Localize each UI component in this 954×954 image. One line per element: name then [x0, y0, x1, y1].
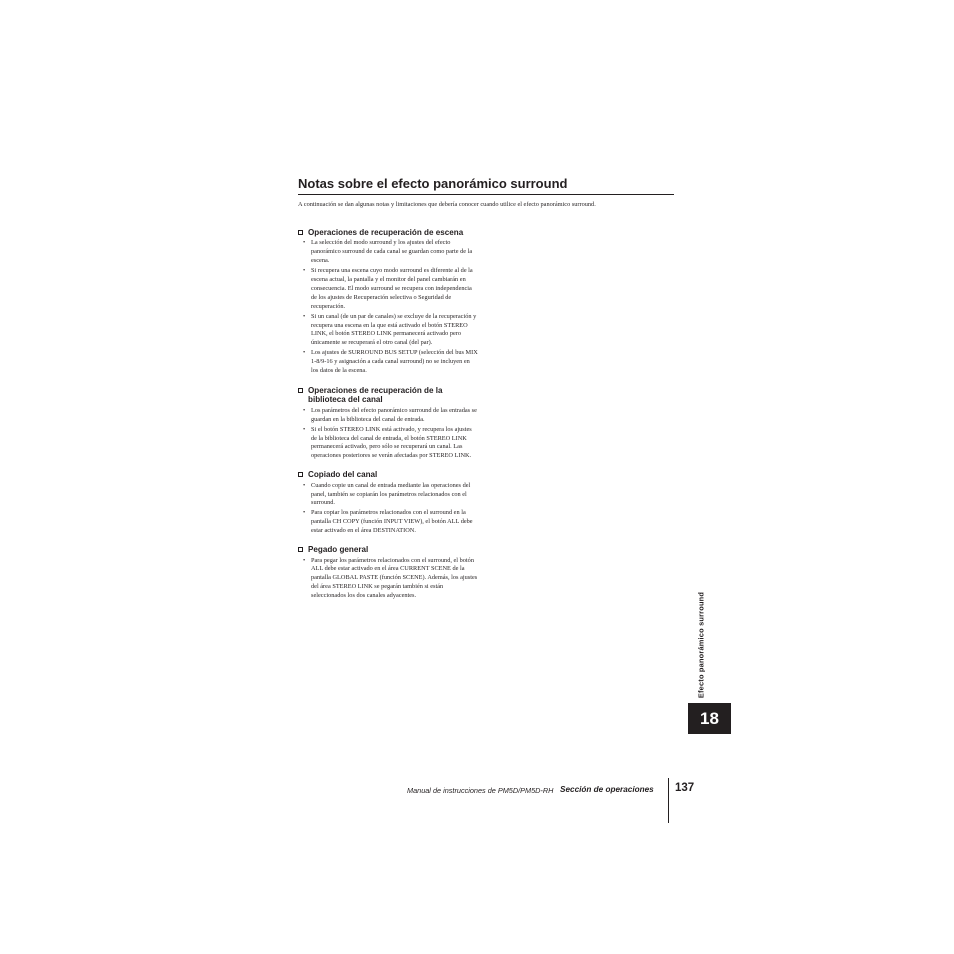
section-heading-text: Operaciones de recuperación de escena: [308, 228, 464, 237]
section-scene-recall: [298, 228, 478, 376]
list-item-text: Para pegar los parámetros relacionados con el surround, el botón ALL debe estar activado en el área CURRENT SCENE de la pantalla GLOBAL PASTE (función SCENE). Además, los ajustes del área STEREO LINK se pegarán también si están seleccionados los dos canales adyacentes.: [311, 556, 478, 600]
list-item-text: La selección del modo surround y los ajustes del efecto panorámico surround de cada canal se guardan como parte de la escena.: [311, 239, 473, 265]
bullet-icon: •: [303, 239, 306, 247]
intro-paragraph: A continuación se dan algunas notas y limitaciones que debería conocer cuando utilice el efecto panorámico surround.: [298, 201, 596, 208]
section-heading-text: Operaciones de recuperación de la biblioteca del canal: [308, 386, 443, 405]
list-item: [298, 239, 478, 266]
list-item: [298, 482, 478, 509]
section-heading: [298, 228, 478, 237]
list-item: [298, 557, 478, 602]
section-channel-copy: [298, 470, 478, 536]
list-item-text: Si el botón STEREO LINK está activado, y recupera los ajustes de la biblioteca del canal de entrada, el botón STEREO LINK permanecerá activado, pero sólo se recuperará un canal. Las operaciones posteriores se verán afectadas por STEREO LINK.: [311, 425, 472, 460]
section-heading: [298, 545, 478, 554]
bullet-list: [298, 557, 478, 602]
bullet-icon: •: [303, 406, 306, 414]
bullet-list: [298, 482, 478, 536]
list-item-text: Para copiar los parámetros relacionados con el surround en la pantalla CH COPY (función INPUT VIEW), el botón ALL debe estar activado en el área DESTINATION.: [311, 509, 473, 535]
chapter-side-label: Efecto panorámico surround: [696, 591, 706, 699]
section-heading-text: Copiado del canal: [308, 470, 378, 480]
main-column: [298, 228, 478, 602]
list-item-text: Cuando copie un canal de entrada mediante las operaciones del panel, también se copiarán los parámetros relacionados con el surround.: [311, 481, 471, 507]
chapter-number-tab: 18: [688, 703, 731, 734]
checkbox-square-icon: [298, 230, 303, 235]
checkbox-square-icon: [298, 472, 303, 477]
bullet-icon: •: [303, 556, 306, 564]
bullet-icon: •: [303, 481, 306, 489]
checkbox-square-icon: [298, 547, 303, 552]
list-item: [298, 426, 478, 462]
list-item: [298, 509, 478, 536]
page-title: Notas sobre el efecto panorámico surround: [298, 176, 568, 191]
page-number: 137: [675, 782, 695, 794]
bullet-icon: •: [303, 509, 306, 517]
bullet-icon: •: [303, 425, 306, 433]
list-item: [298, 407, 478, 425]
list-item: [298, 349, 478, 376]
list-item-text: Los parámetros del efecto panorámico surround de las entradas se guardan en la biblioteca del canal de entrada.: [311, 406, 477, 423]
section-heading: [298, 386, 478, 405]
section-library-recall: [298, 386, 478, 461]
bullet-list: [298, 407, 478, 461]
list-item: [298, 267, 478, 312]
section-global-paste: [298, 545, 478, 601]
section-heading-text: Pegado general: [308, 545, 369, 555]
bullet-icon: •: [303, 349, 306, 357]
section-heading: [298, 470, 478, 479]
title-underline: [298, 194, 674, 195]
bullet-icon: •: [303, 267, 306, 275]
list-item-text: Si recupera una escena cuyo modo surround es diferente al de la escena actual, la pantalla y el monitor del panel cambiarán en consecuencia. El modo surround se recupera con independencia de los ajustes de Recuperación selectiva o Seguridad de recuperación.: [311, 267, 473, 310]
list-item-text: Si un canal (de un par de canales) se excluye de la recuperación y recupera una escena en la que está activado el botón STEREO LINK, el botón STEREO LINK permanecerá activado pero únicamente se recuperará el otro canal (del par).: [311, 312, 477, 347]
list-item: [298, 313, 478, 349]
list-item-text: Los ajustes de SURROUND BUS SETUP (selección del bus MIX 1-8/9-16 y asignación a cada canal surround) no se incluyen en los datos de la escena.: [311, 349, 478, 375]
footer-section-name: Sección de operaciones: [560, 785, 654, 794]
footer-divider: [668, 778, 669, 823]
checkbox-square-icon: [298, 388, 303, 393]
footer-manual-title: Manual de instrucciones de PM5D/PM5D-RH: [407, 786, 554, 795]
bullet-list: [298, 239, 478, 376]
bullet-icon: •: [303, 312, 306, 320]
